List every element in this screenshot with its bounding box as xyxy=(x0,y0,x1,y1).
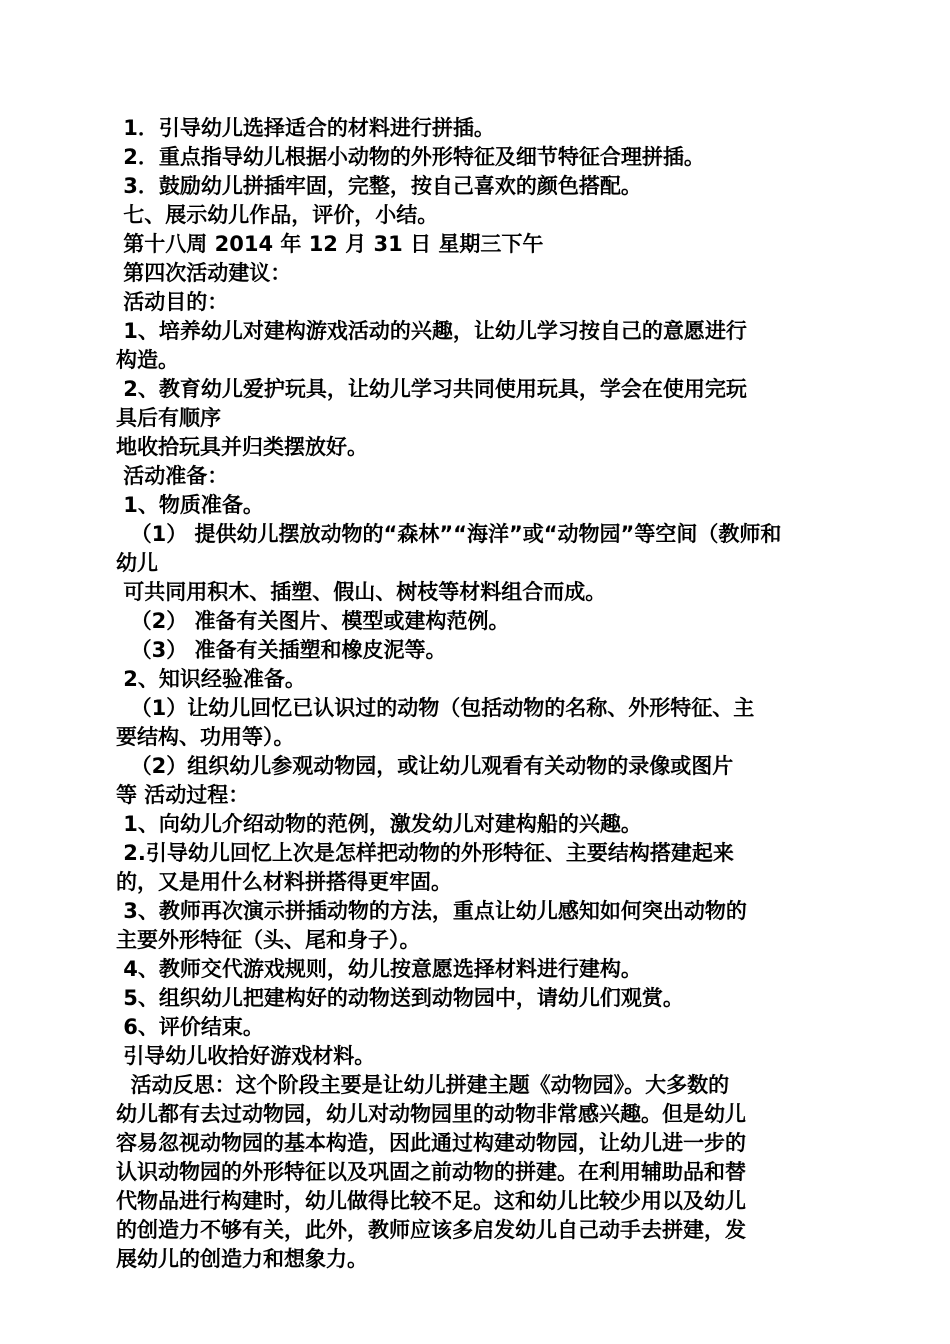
text-line: 2．重点指导幼儿根据小动物的外形特征及细节特征合理拼插。 xyxy=(116,145,705,169)
text-line: 认识动物园的外形特征以及巩固之前动物的拼建。在利用辅助品和替 xyxy=(116,1160,746,1184)
text-line: 构造。 xyxy=(116,348,179,372)
text-line: 容易忽视动物园的基本构造，因此通过构建动物园，让幼儿进一步的 xyxy=(116,1131,746,1155)
document-body xyxy=(116,114,838,1274)
text-line: 6、评价结束。 xyxy=(116,1015,264,1039)
text-line: 幼儿 xyxy=(116,551,158,575)
text-line: 4、教师交代游戏规则，幼儿按意愿选择材料进行建构。 xyxy=(116,957,642,981)
text-line: 要结构、功用等）。 xyxy=(116,725,295,749)
text-line: 可共同用积木、插塑、假山、树枝等材料组合而成。 xyxy=(116,580,607,604)
process-heading: 等 活动过程： xyxy=(116,783,250,807)
date-heading: 第十八周 2014 年 12 月 31 日 星期三下午 xyxy=(116,232,544,256)
text-line: 1．引导幼儿选择适合的材料进行拼插。 xyxy=(116,116,495,140)
preparation-heading: 活动准备： xyxy=(116,464,229,488)
text-line: 5、组织幼儿把建构好的动物送到动物园中，请幼儿们观赏。 xyxy=(116,986,684,1010)
text-line: （1） 提供幼儿摆放动物的“森林”“海洋”或“动物园”等空间（教师和 xyxy=(116,522,782,546)
text-line: 3．鼓励幼儿拼插牢固，完整，按自己喜欢的颜色搭配。 xyxy=(116,174,642,198)
activity-title: 第四次活动建议： xyxy=(116,261,292,285)
text-line: 2、知识经验准备。 xyxy=(116,667,306,691)
text-line: 代物品进行构建时，幼儿做得比较不足。这和幼儿比较少用以及幼儿 xyxy=(116,1189,746,1213)
goals-heading: 活动目的： xyxy=(116,290,229,314)
text-line: 1、物质准备。 xyxy=(116,493,264,517)
text-line: 2、教育幼儿爱护玩具，让幼儿学习共同使用玩具，学会在使用完玩 xyxy=(116,377,747,401)
text-line: 1、培养幼儿对建构游戏活动的兴趣，让幼儿学习按自己的意愿进行 xyxy=(116,319,747,343)
text-line: 幼儿都有去过动物园，幼儿对动物园里的动物非常感兴趣。但是幼儿 xyxy=(116,1102,746,1126)
text-line: 2.引导幼儿回忆上次是怎样把动物的外形特征、主要结构搭建起来 xyxy=(116,841,734,865)
text-line: （1）让幼儿回忆已认识过的动物（包括动物的名称、外形特征、主 xyxy=(116,696,755,720)
text-line: 具后有顺序 xyxy=(116,406,221,430)
text-line: （2）组织幼儿参观动物园，或让幼儿观看有关动物的录像或图片 xyxy=(116,754,734,778)
text-line: 的创造力不够有关，此外，教师应该多启发幼儿自己动手去拼建，发 xyxy=(116,1218,746,1242)
text-line: 3、教师再次演示拼插动物的方法，重点让幼儿感知如何突出动物的 xyxy=(116,899,747,923)
text-line: 1、向幼儿介绍动物的范例，激发幼儿对建构船的兴趣。 xyxy=(116,812,642,836)
text-line: 引导幼儿收拾好游戏材料。 xyxy=(116,1044,376,1068)
text-line: 的，又是用什么材料拼搭得更牢固。 xyxy=(116,870,452,894)
text-line: 展幼儿的创造力和想象力。 xyxy=(116,1247,368,1271)
reflection-paragraph: 活动反思：这个阶段主要是让幼儿拼建主题《动物园》。大多数的 xyxy=(116,1073,730,1097)
section-heading: 七、展示幼儿作品，评价，小结。 xyxy=(116,203,439,227)
text-line: 主要外形特征（头、尾和身子）。 xyxy=(116,928,421,952)
text-line: （2） 准备有关图片、模型或建构范例。 xyxy=(116,609,510,633)
text-line: （3） 准备有关插塑和橡皮泥等。 xyxy=(116,638,447,662)
text-line: 地收拾玩具并归类摆放好。 xyxy=(116,435,368,459)
